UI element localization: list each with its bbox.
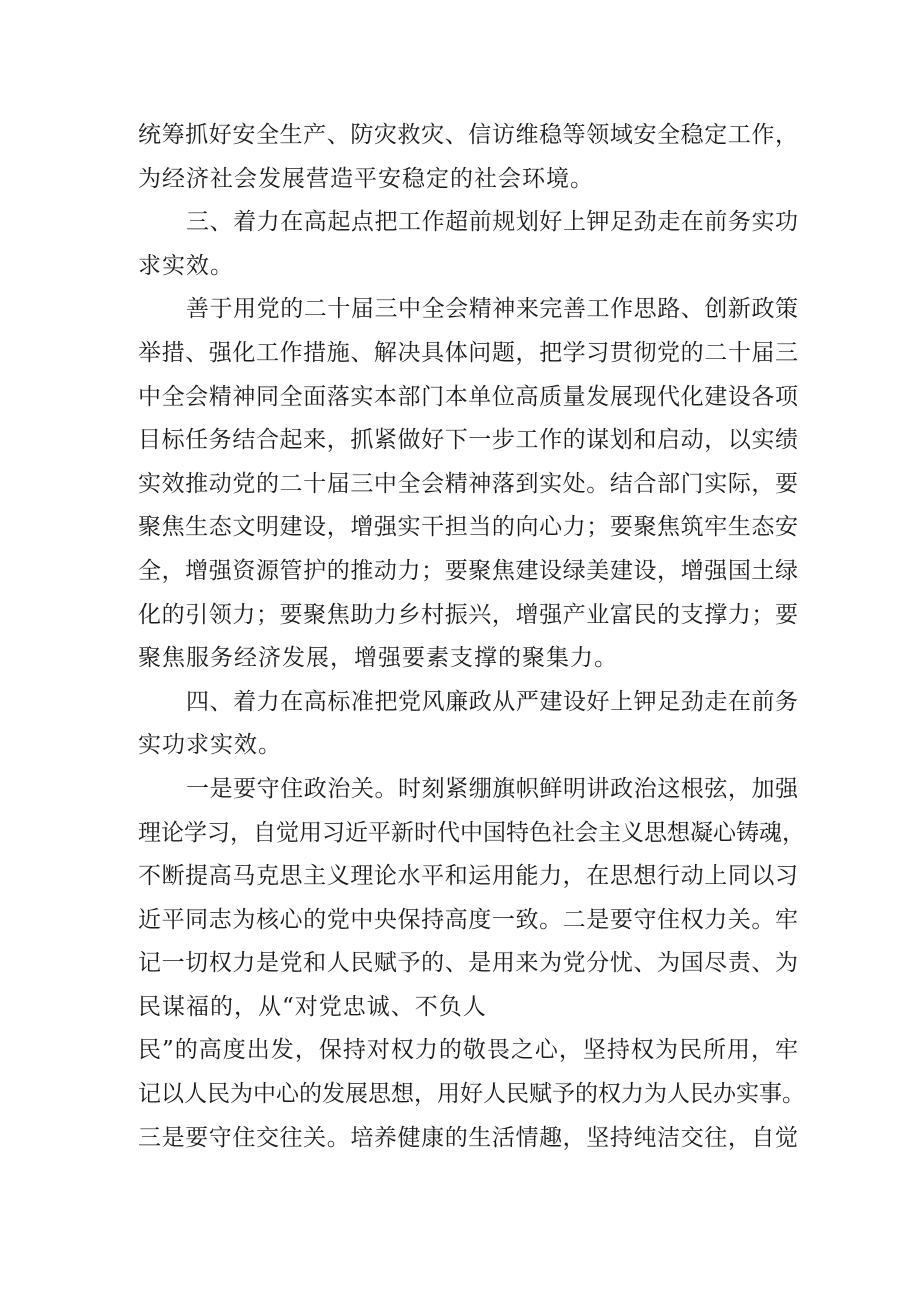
section-heading: 三、着力在高起点把工作超前规划好上钾足劲走在前务实功 <box>186 209 798 236</box>
section-heading-cont: 求实效。 <box>138 252 234 279</box>
text-line: 统筹抓好安全生产、防灾救灾、信访维稳等领域安全稳定工作， <box>138 122 798 148</box>
text-line: 不断提高马克思主义理论水平和运用能力，在思想行动上同以习 <box>138 863 798 890</box>
text-line: 全，增强资源管护的推动力；要聚焦建设绿美建设，增强国土绿 <box>138 557 798 584</box>
section-heading-cont: 实功求实效。 <box>138 732 282 759</box>
text-line: 理论学习，自觉用习近平新时代中国特色社会主义思想凝心铸魂， <box>138 819 805 846</box>
text-line: 记以人民为中心的发展思想，用好人民赋予的权力为人民办实事。 <box>138 1081 805 1108</box>
paragraph-start: 一是要守住政治关。时刻紧绷旗帜鲜明讲政治这根弦，加强 <box>186 775 798 802</box>
section-heading: 四、着力在高标准把党风廉政从严建设好上钾足劲走在前务 <box>186 688 798 715</box>
text-line: 三是要守住交往关。培养健康的生活情趣，坚持纯洁交往，自觉 <box>138 1124 798 1151</box>
text-line: 为经济社会发展营造平安稳定的社会环境。 <box>138 165 594 192</box>
text-line: 近平同志为核心的党中央保持高度一致。二是要守住权力关。牢 <box>138 906 798 933</box>
text-line: 化的引领力；要聚焦助力乡村振兴，增强产业富民的支撑力；要 <box>138 601 798 628</box>
text-line: 民”的高度出发，保持对权力的敬畏之心，坚持权为民所用，牢 <box>138 1037 798 1064</box>
text-line: 举措、强化工作措施、解决具体问题，把学习贯彻党的二十届三 <box>138 339 798 366</box>
text-line: 民谋福的，从“对党忠诚、不负人 <box>138 993 487 1020</box>
text-line: 实效推动党的二十届三中全会精神落到实处。结合部门实际，要 <box>138 470 798 497</box>
text-line: 目标任务结合起来，抓紧做好下一步工作的谋划和启动，以实绩 <box>138 427 798 454</box>
text-line: 聚焦生态文明建设，增强实干担当的向心力；要聚焦筑牢生态安 <box>138 514 798 541</box>
text-line: 聚焦服务经济发展，增强要素支撑的聚集力。 <box>138 645 618 672</box>
text-line: 记一切权力是党和人民赋予的、是用来为党分忧、为国尽责、为 <box>138 950 798 977</box>
paragraph-start: 善于用党的二十届三中全会精神来完善工作思路、创新政策 <box>186 296 798 323</box>
text-line: 中全会精神同全面落实本部门本单位高质量发展现代化建设各项 <box>138 383 798 410</box>
document-body <box>138 114 805 1160</box>
